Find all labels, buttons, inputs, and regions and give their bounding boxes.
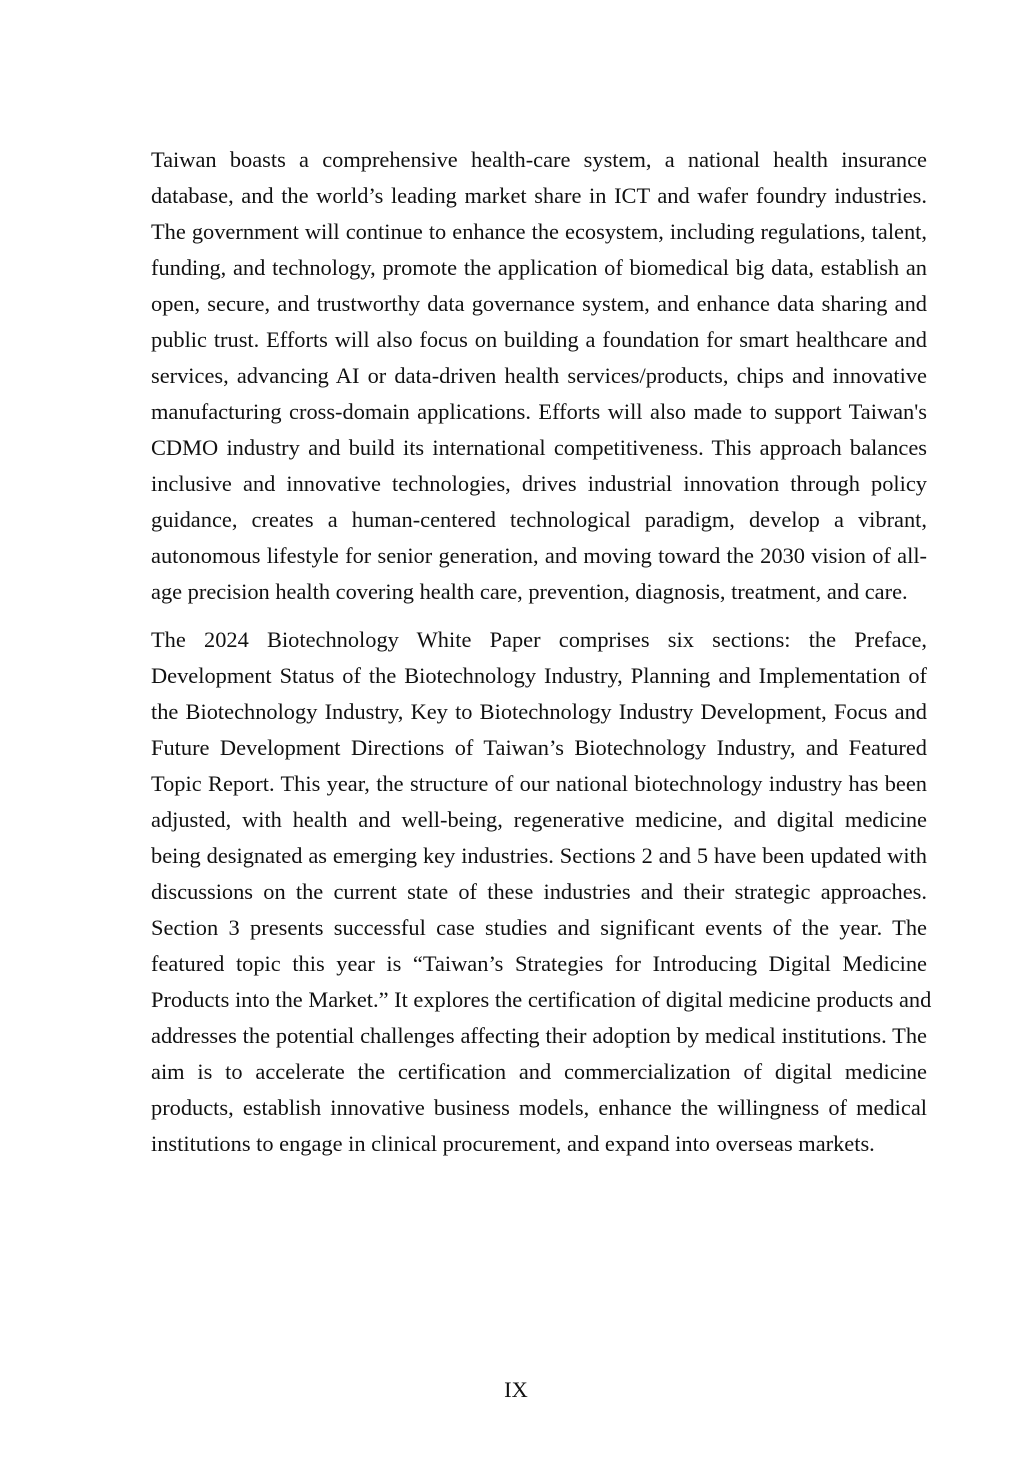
text-line: inclusive and innovative technologies, drives industrial innovation through policy [151,471,927,496]
text-line: manufacturing cross-domain applications. Efforts will also made to support Taiwan's [151,399,927,424]
paragraph-white-paper-overview [104,622,932,1162]
text-line: Products into the Market.” It explores the certification of digital medicine products and [151,987,932,1012]
text-line: services, advancing AI or data-driven health services/products, chips and innovative [151,363,927,388]
text-line: being designated as emerging key industries. Sections 2 and 5 have been updated with [151,843,927,868]
text-line: institutions to engage in clinical procurement, and expand into overseas markets. [151,1131,875,1156]
paragraph-ecosystem [104,142,927,610]
text-line: age precision health covering health care, prevention, diagnosis, treatment, and care. [151,579,908,604]
text-line: CDMO industry and build its international competitiveness. This approach balances [151,435,927,460]
text-line: The government will continue to enhance the ecosystem, including regulations, talent, [151,219,927,244]
text-line: database, and the world’s leading market share in ICT and wafer foundry industries. [151,183,927,208]
document-body [104,142,932,1162]
text-line: the Biotechnology Industry, Key to Biotechnology Industry Development, Focus and [151,699,927,724]
text-line: aim is to accelerate the certification and commercialization of digital medicine [151,1059,927,1084]
text-line: Taiwan boasts a comprehensive health-care system, a national health insurance [151,147,927,172]
page-number: IX [504,1377,528,1402]
text-line: Topic Report. This year, the structure of our national biotechnology industry has been [151,771,927,796]
text-line: guidance, creates a human-centered technological paradigm, develop a vibrant, [151,507,927,532]
text-line: products, establish innovative business models, enhance the willingness of medical [151,1095,927,1120]
text-line: public trust. Efforts will also focus on building a foundation for smart healthcare and [151,327,927,352]
text-line: autonomous lifestyle for senior generation, and moving toward the 2030 vision of all- [151,543,927,568]
text-line: adjusted, with health and well-being, regenerative medicine, and digital medicine [151,807,927,832]
text-line: discussions on the current state of these industries and their strategic approaches. [151,879,927,904]
text-line: addresses the potential challenges affecting their adoption by medical institutions. The [151,1023,927,1048]
text-line: open, secure, and trustworthy data governance system, and enhance data sharing and [151,291,927,316]
text-line: Section 3 presents successful case studies and significant events of the year. The [151,915,927,940]
text-line: funding, and technology, promote the application of biomedical big data, establish an [151,255,927,280]
text-line: The 2024 Biotechnology White Paper comprises six sections: the Preface, [151,627,927,652]
text-line: featured topic this year is “Taiwan’s Strategies for Introducing Digital Medicine [151,951,927,976]
text-line: Future Development Directions of Taiwan’s Biotechnology Industry, and Featured [151,735,927,760]
text-line: Development Status of the Biotechnology Industry, Planning and Implementation of [151,663,927,688]
